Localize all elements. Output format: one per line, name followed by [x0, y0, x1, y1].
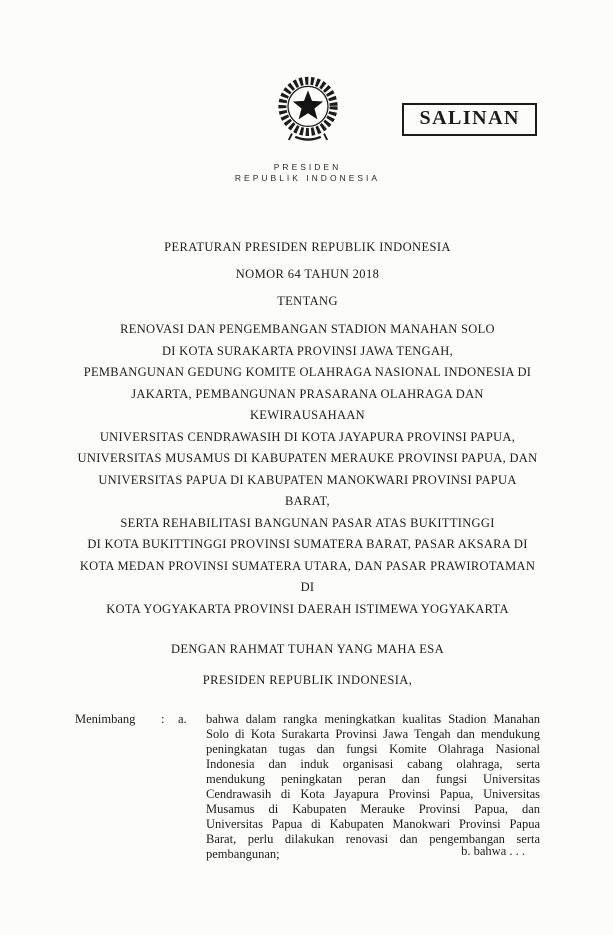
subject-line: UNIVERSITAS MUSAMUS DI KABUPATEN MERAUKE PROVINSI PAPUA, DAN — [77, 451, 538, 465]
subject-line: JAKARTA, PEMBANGUNAN PRASARANA OLAHRAGA DAN KEWIRAUSAHAAN — [131, 386, 484, 422]
considerations-section — [75, 712, 540, 862]
subject-line: RENOVASI DAN PENGEMBANGAN STADION MANAHAN SOLO — [120, 322, 495, 336]
issuer-line: PRESIDEN REPUBLIK INDONESIA, — [202, 673, 413, 687]
consideration-item-a — [75, 712, 540, 862]
menimbang-colon: : — [161, 712, 165, 726]
presidential-seal-icon — [267, 68, 349, 148]
regulation-title: PERATURAN PRESIDEN REPUBLIK INDONESIA — [164, 240, 451, 254]
page-continuation-marker: b. bahwa . . . — [461, 844, 525, 858]
subject-line: DI KOTA SURAKARTA PROVINSI JAWA TENGAH, — [161, 343, 454, 358]
letterhead-line-presiden: PRESIDEN — [273, 162, 342, 172]
regulation-number: NOMOR 64 TAHUN 2018 — [235, 267, 380, 281]
menimbang-label: Menimbang — [75, 712, 136, 726]
regulation-title-block — [75, 234, 540, 315]
subject-line: UNIVERSITAS CENDRAWASIH DI KOTA JAYAPURA PROVINSI PAPUA, — [99, 429, 516, 444]
subject-line: SERTA REHABILITASI BANGUNAN PASAR ATAS BUKITTINGGI — [120, 515, 495, 530]
subject-line: KOTA YOGYAKARTA PROVINSI DAERAH ISTIMEWA YOGYAKARTA — [106, 601, 509, 616]
preamble-rahmat: DENGAN RAHMAT TUHAN YANG MAHA ESA — [170, 642, 445, 656]
subject-line: PEMBANGUNAN GEDUNG KOMITE OLAHRAGA NASIONAL INDONESIA DI — [83, 365, 532, 379]
regulation-tentang: TENTANG — [277, 294, 338, 308]
letterhead — [75, 162, 540, 184]
subject-line: KOTA MEDAN PROVINSI SUMATERA UTARA, DAN PASAR PRAWIROTAMAN DI — [79, 558, 536, 594]
consideration-text: bahwa dalam rangka meningkatkan kualitas Stadion Manahan Solo di Kota Surakarta Provinsi Jawa Tengah dan mendukung peningkatan tugas dan fungsi Komite Olahraga Nasional Indonesia dan induk organisasi cabang olahraga, serta mendukung peningkatan peran dan fungsi Universitas Cendrawasih di Kota Jayapura Provinsi Papua, Universitas Musamus di Kabupaten Merauke Provinsi Papua, dan Universitas Papua di Kabupaten Manokwari Provinsi Papua Barat, perlu dilakukan renovasi dan pengembangan serta pembangunan; — [206, 712, 540, 861]
subject-line: DI KOTA BUKITTINGGI PROVINSI SUMATERA BARAT, PASAR AKSARA DI — [87, 537, 528, 551]
salinan-stamp-label: SALINAN — [419, 107, 520, 129]
letterhead-line-republik: REPUBLIK INDONESIA — [234, 173, 381, 183]
consideration-letter: a. — [178, 712, 187, 726]
subject-line: UNIVERSITAS PAPUA DI KABUPATEN MANOKWARI PROVINSI PAPUA BARAT, — [98, 472, 517, 508]
salinan-stamp — [402, 103, 537, 136]
regulation-subject — [75, 319, 540, 620]
